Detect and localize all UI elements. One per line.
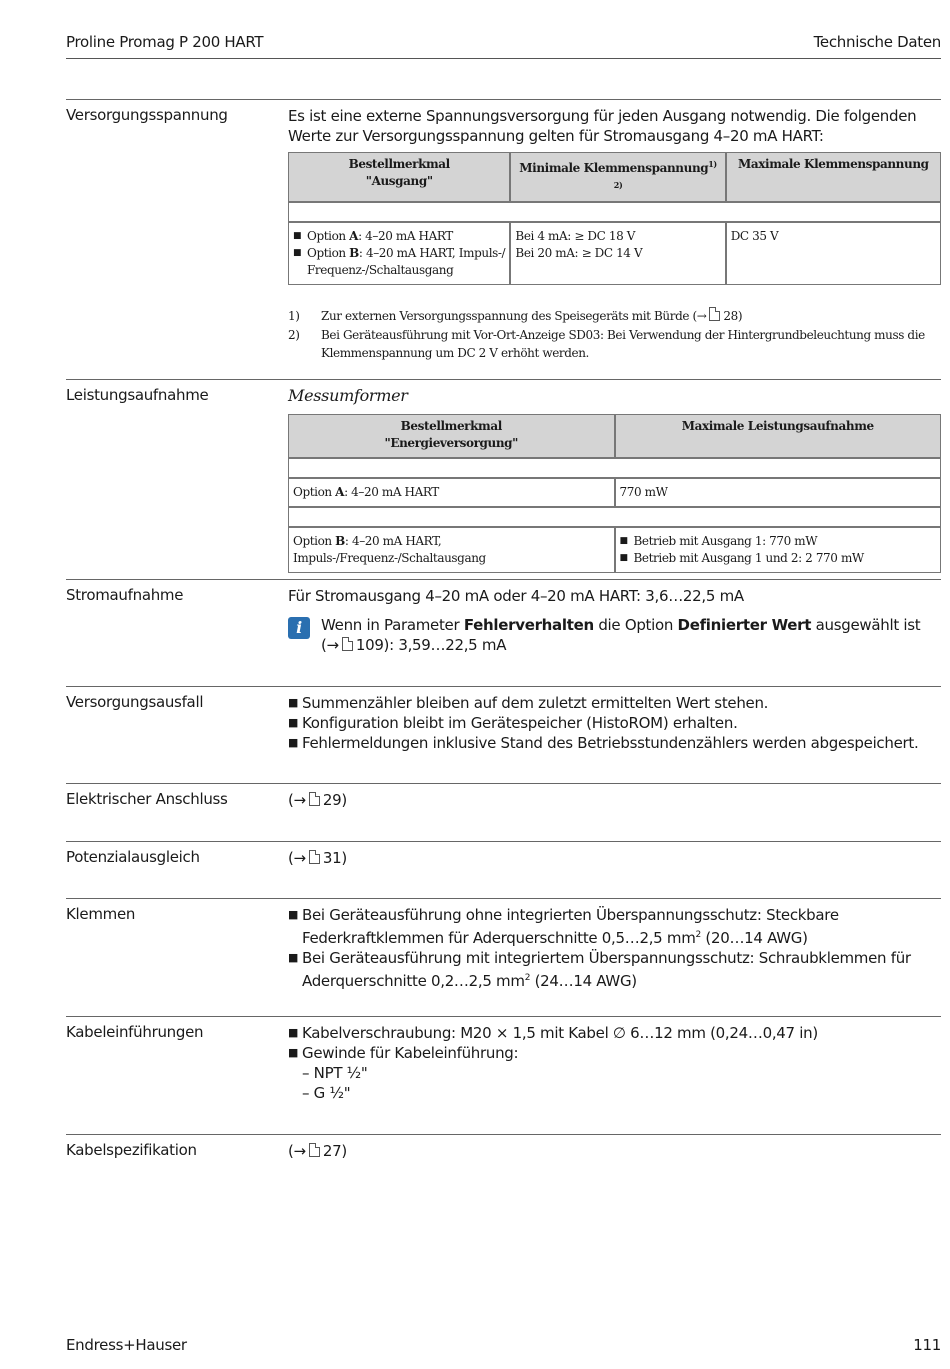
chapter-title: Technische Daten <box>813 33 941 51</box>
cell-option-a-value: 770 mW <box>615 478 942 507</box>
page-reference-icon <box>309 792 320 806</box>
sub-item: – NPT ½" <box>302 1064 368 1082</box>
page-link[interactable]: 29) <box>322 791 347 809</box>
cell-max-voltage: DC 35 V <box>726 222 941 285</box>
list-item: ■ Betrieb mit Ausgang 1: 770 mW <box>620 533 937 550</box>
footnote-2: 2) Bei Geräteausführung mit Vor-Ort-Anzeige SD03: Bei Verwendung der Hintergrundbeleuchtung muss die Klemmenspannung um DC 2 V erhöht werden. <box>288 328 925 360</box>
section-label: Potenzialausgleich <box>66 848 200 866</box>
section-body <box>288 106 941 363</box>
section-elektrischer-anschluss <box>66 783 941 809</box>
cell-option-b-value <box>615 527 942 573</box>
cell-min-voltage: Bei 4 mA: ≥ DC 18 V Bei 20 mA: ≥ DC 14 V <box>510 222 725 285</box>
power-consumption-table <box>288 414 941 573</box>
section-kabelspezifikation <box>66 1134 941 1160</box>
header-min-voltage: Minimale Klemmenspannung$^{1) 2)}$ <box>510 152 725 202</box>
section-label: Kabeleinführungen <box>66 1023 204 1041</box>
list-item: ■ Option A: 4–20 mA HART <box>293 228 505 245</box>
intro-text: Es ist eine externe Spannungsversorgung für jeden Ausgang notwendig. Die folgenden Werte zur Versorgungsspannung gelten für Stromausgang 4–20 mA HART: <box>288 107 917 145</box>
cell-option-b: Option B: 4–20 mA HART, Impuls-/Frequenz-/Schaltausgang <box>288 527 615 573</box>
section-stromaufnahme <box>66 579 941 654</box>
page-link[interactable]: 27) <box>322 1142 347 1160</box>
subsection-title: Messumformer <box>288 386 408 405</box>
document-title: Proline Promag P 200 HART <box>66 33 264 51</box>
section-label: Klemmen <box>66 905 136 923</box>
header-order-feature: Bestellmerkmal "Ausgang" <box>288 152 510 202</box>
section-label: Versorgungsausfall <box>66 693 204 711</box>
section-body: (→ 27) <box>288 1142 347 1160</box>
current-text: Für Stromausgang 4–20 mA oder 4–20 mA HART: 3,6…22,5 mA <box>288 587 744 605</box>
page-reference-icon <box>309 1143 320 1157</box>
list-item: ■ Bei Geräteausführung ohne integrierten Überspannungsschutz: Steckbare Federkraftklemmen für Aderquerschnitte 0,5…2,5 $mm^2$ (20…14 AWG) <box>288 905 941 948</box>
supply-voltage-table <box>288 152 941 285</box>
footer-brand: Endress+Hauser <box>66 1336 187 1354</box>
cell-options <box>288 222 510 285</box>
page-reference-icon <box>342 637 353 651</box>
section-label: Versorgungsspannung <box>66 106 228 124</box>
cell-option-a: Option A: 4–20 mA HART <box>288 478 615 507</box>
section-body: (→ 31) <box>288 849 347 867</box>
sub-item: – G ½" <box>302 1084 351 1102</box>
section-label: Elektrischer Anschluss <box>66 790 228 808</box>
section-body <box>288 1023 941 1103</box>
header-rule <box>66 58 941 59</box>
page-reference-icon <box>709 307 720 321</box>
header-max-voltage: Maximale Klemmenspannung <box>726 152 941 202</box>
info-note: i Wenn in Parameter Fehlerverhalten die Option Definierter Wert ausgewählt ist (→ 109): 3,59…22,5 mA <box>288 615 941 655</box>
section-leistungsaufnahme <box>66 379 941 565</box>
list-item: ■ Bei Geräteausführung mit integriertem Überspannungsschutz: Schraubklemmen für Aderquerschnitte 0,2…2,5 $mm^2$ (24…14 AWG) <box>288 948 941 991</box>
section-label: Leistungsaufnahme <box>66 386 209 404</box>
list-item: ■ Summenzähler bleiben auf dem zuletzt ermittelten Wert stehen. <box>288 693 941 713</box>
header-max-power: Maximale Leistungsaufnahme <box>615 414 942 458</box>
section-body <box>288 386 941 573</box>
list-item: ■ Option B: 4–20 mA HART, Impuls-/ Frequenz-/Schaltausgang <box>293 245 505 279</box>
section-kabeleinfuehrungen <box>66 1016 941 1102</box>
list-item: ■ Konfiguration bleibt im Gerätespeicher (HistoROM) erhalten. <box>288 713 941 733</box>
section-body <box>288 693 941 753</box>
list-item: ■ Fehlermeldungen inklusive Stand des Betriebsstundenzählers werden abgespeichert. <box>288 733 941 753</box>
page-number: 111 <box>913 1336 941 1354</box>
list-item: ■ Betrieb mit Ausgang 1 und 2: 2 770 mW <box>620 550 937 567</box>
header-order-feature: Bestellmerkmal "Energieversorgung" <box>288 414 615 458</box>
section-klemmen <box>66 898 941 990</box>
list-item: ■ Gewinde für Kabeleinführung: – NPT ½" – G ½" <box>288 1043 941 1103</box>
section-body <box>288 586 941 655</box>
page-link[interactable]: 31) <box>322 849 347 867</box>
section-versorgungsausfall <box>66 686 941 752</box>
section-body <box>288 905 941 991</box>
section-label: Kabelspezifikation <box>66 1141 197 1159</box>
section-versorgungsspannung <box>66 99 941 360</box>
footnote-1: 1) Zur externen Versorgungsspannung des Speisegeräts mit Bürde (→ 28) <box>288 309 743 323</box>
section-body: (→ 29) <box>288 791 347 809</box>
section-label: Stromaufnahme <box>66 586 184 604</box>
list-item: ■ Kabelverschraubung: M20 × 1,5 mit Kabel ∅ 6…12 mm (0,24…0,47 in) <box>288 1023 941 1043</box>
section-potenzialausgleich <box>66 841 941 867</box>
page-reference-icon <box>309 850 320 864</box>
info-icon: i <box>288 617 310 639</box>
